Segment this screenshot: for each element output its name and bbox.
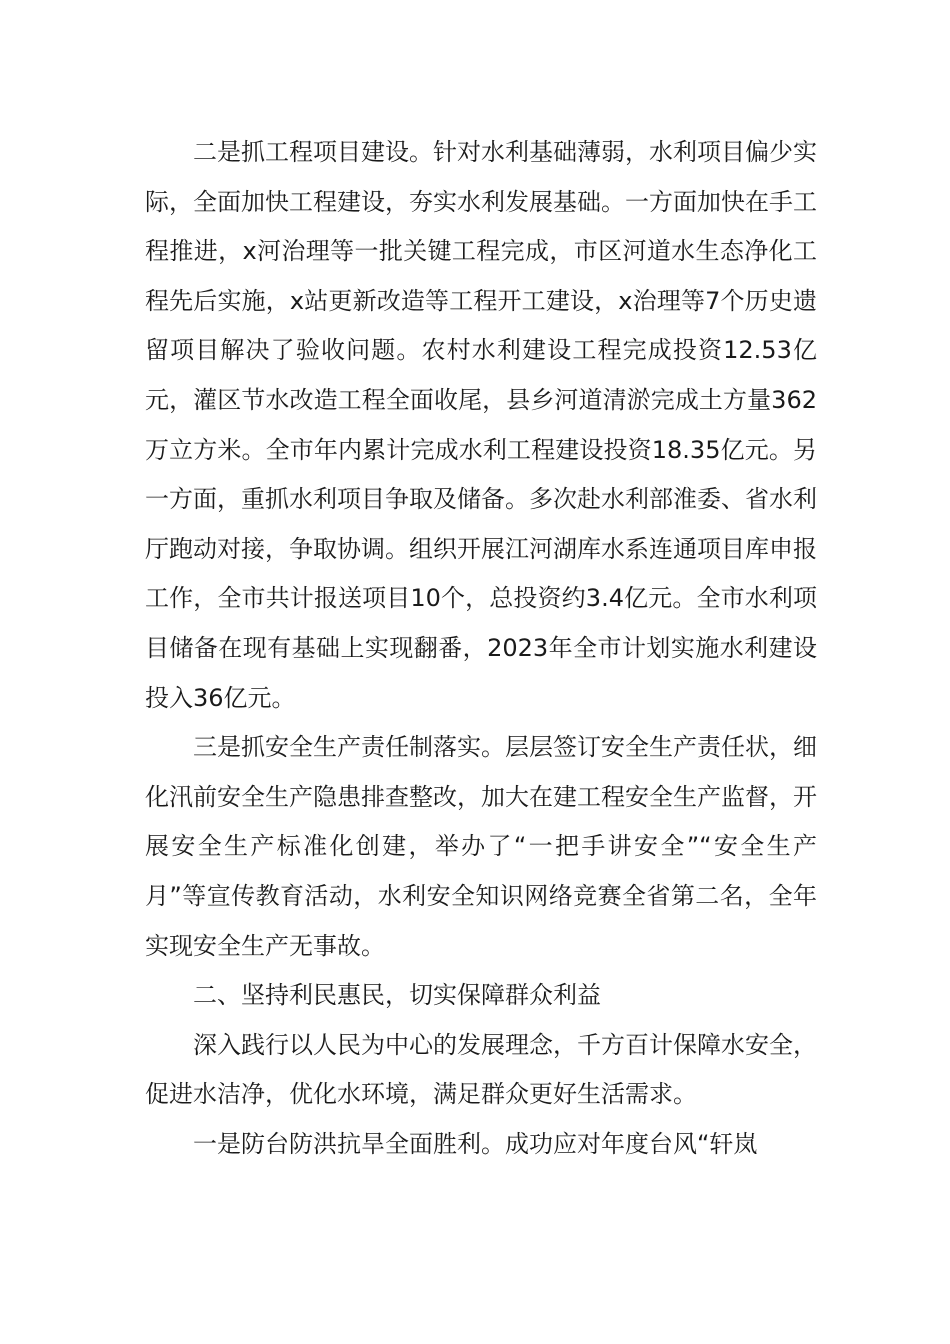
section-heading: 二、坚持利民惠民，切实保障群众利益 (193, 981, 601, 1010)
document-body (145, 128, 817, 1169)
paragraph-safety-responsibility: 三是抓安全生产责任制落实。层层签订安全生产责任状，细化汛前安全生产隐患排查整改，加大在建工程安全生产监督，开展安全生产标准化创建，举办了“一把手讲安全”“安全生产月”等宣传教育活动，水利安全知识网络竞赛全省第二名，全年实现安全生产无事故。 (145, 733, 817, 960)
paragraph-people-centered: 深入践行以人民为中心的发展理念，千方百计保障水安全，促进水洁净，优化水环境，满足群众更好生活需求。 (145, 1030, 817, 1109)
paragraph-project-construction: 二是抓工程项目建设。针对水利基础薄弱，水利项目偏少实际，全面加快工程建设，夯实水利发展基础。一方面加快在手工程推进，x河治理等一批关键工程完成，市区河道水生态净化工程先后实施，x站更新改造等工程开工建设，x治理等7个历史遗留项目解决了验收问题。农村水利建设工程完成投资12.53亿元，灌区节水改造工程全面收尾，县乡河道清淤完成土方量362万立方米。全市年内累计完成水利工程建设投资18.35亿元。另一方面，重抓水利项目争取及储备。多次赴水利部淮委、省水利厅跑动对接，争取协调。组织开展江河湖库水系连通项目库申报工作，全市共计报送项目10个，总投资约3.4亿元。全市水利项目储备在现有基础上实现翻番，2023年全市计划实施水利建设投入36亿元。 (145, 138, 817, 712)
paragraph-flood-control: 一是防台防洪抗旱全面胜利。成功应对年度台风“轩岚 (193, 1129, 758, 1158)
